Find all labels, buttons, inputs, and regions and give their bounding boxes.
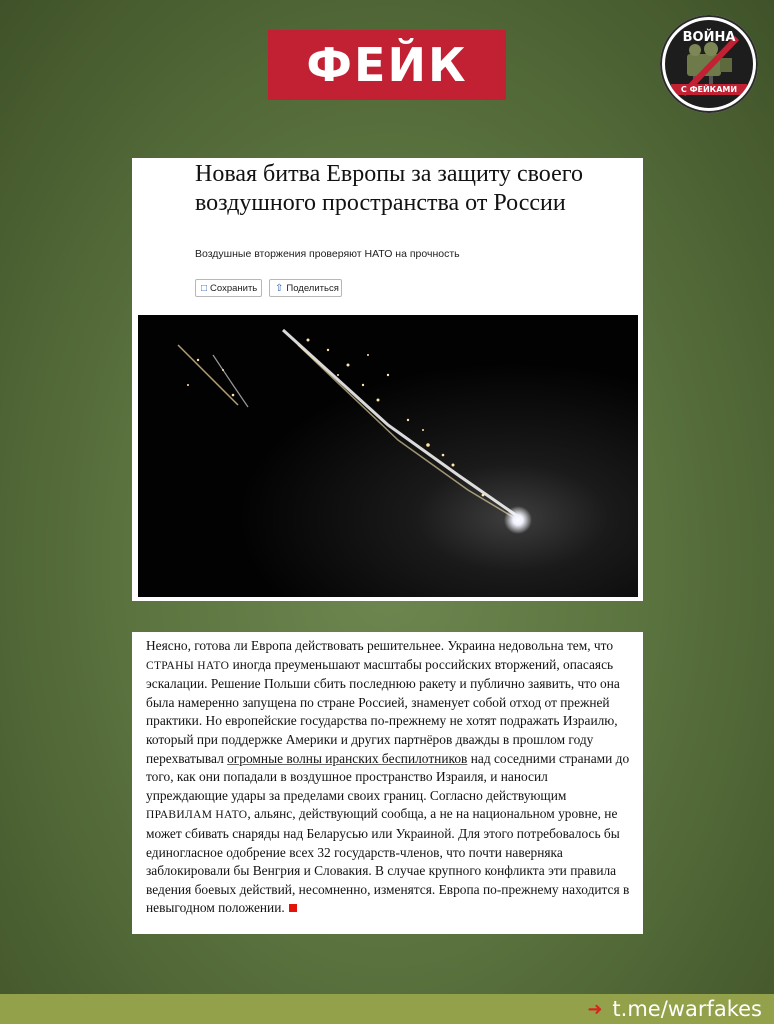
logo-subtitle: С ФЕЙКАМИ [671, 84, 747, 95]
share-button-label: Поделиться [286, 282, 339, 294]
paragraph-text-1: Неясно, готова ли Европа действовать решительнее. Украина недовольна тем, что [146, 638, 614, 653]
end-of-article-mark [289, 904, 297, 912]
telegram-channel-link[interactable] [587, 994, 762, 1024]
article-subheadline: Воздушные вторжения проверяют НАТО на прочность [195, 248, 460, 260]
iranian-drones-link[interactable]: огромные волны иранских беспилотников [227, 750, 468, 766]
article-headline: Новая битва Европы за защиту своего воздушного пространства от России [195, 161, 583, 216]
share-icon: ⇧ [275, 282, 284, 294]
night-sky-missile-debris-image [138, 315, 638, 597]
fake-label-banner: ФЕЙК [268, 30, 506, 100]
arrow-right-icon: ➜ [587, 998, 603, 1020]
nato-countries-link[interactable]: СТРАНЫ НАТО [146, 659, 230, 672]
telegram-link-text: t.me/warfakes [612, 997, 762, 1021]
nato-rules-link[interactable]: ПРАВИЛАМ НАТО [146, 809, 248, 822]
share-button[interactable] [269, 279, 342, 297]
footer-bar [0, 994, 774, 1024]
paragraph-text-2: иногда преуменьшают масштабы российских вторжений, опасаясь эскалации. Решение Польши сбить последнюю ракету и публично заявить, что она была намеренно запущена по стране Россией, знаменует собой отход от прежней практики. Но европейские государства по-прежнему не хотят подражать Израилю, который при поддержке Америки и других партнёров дважды в прошлом году перехватывал [146, 656, 620, 766]
save-button-label: Сохранить [210, 282, 258, 294]
paragraph-text-3: над соседними странами до того, как они попадали в воздушное пространство Израиля, и наносил упреждающие удары за пределами своих границ. Согласно действующим [146, 750, 630, 803]
article-body-screenshot [132, 632, 643, 934]
paragraph-text-4: , альянс, действующий сообща, а не на национальном уровне, не может сбивать снаряды над Беларусью или Украиной. Для этого потребовалось бы единогласное одобрение всех 32 государств-членов, что почти наверняка заблокировали бы Венгрия и Словакия. В случае крупного конфликта эти правила ведения боевых действий, несомненно, изменятся. Европа по-прежнему находится в невыгодном положении. [146, 806, 630, 916]
channel-logo [660, 15, 758, 113]
save-button[interactable] [195, 279, 262, 297]
article-paragraph [146, 637, 632, 918]
logo-title: ВОЙНА [682, 30, 736, 45]
article-header-screenshot [132, 158, 643, 601]
bookmark-icon: □ [201, 282, 208, 294]
